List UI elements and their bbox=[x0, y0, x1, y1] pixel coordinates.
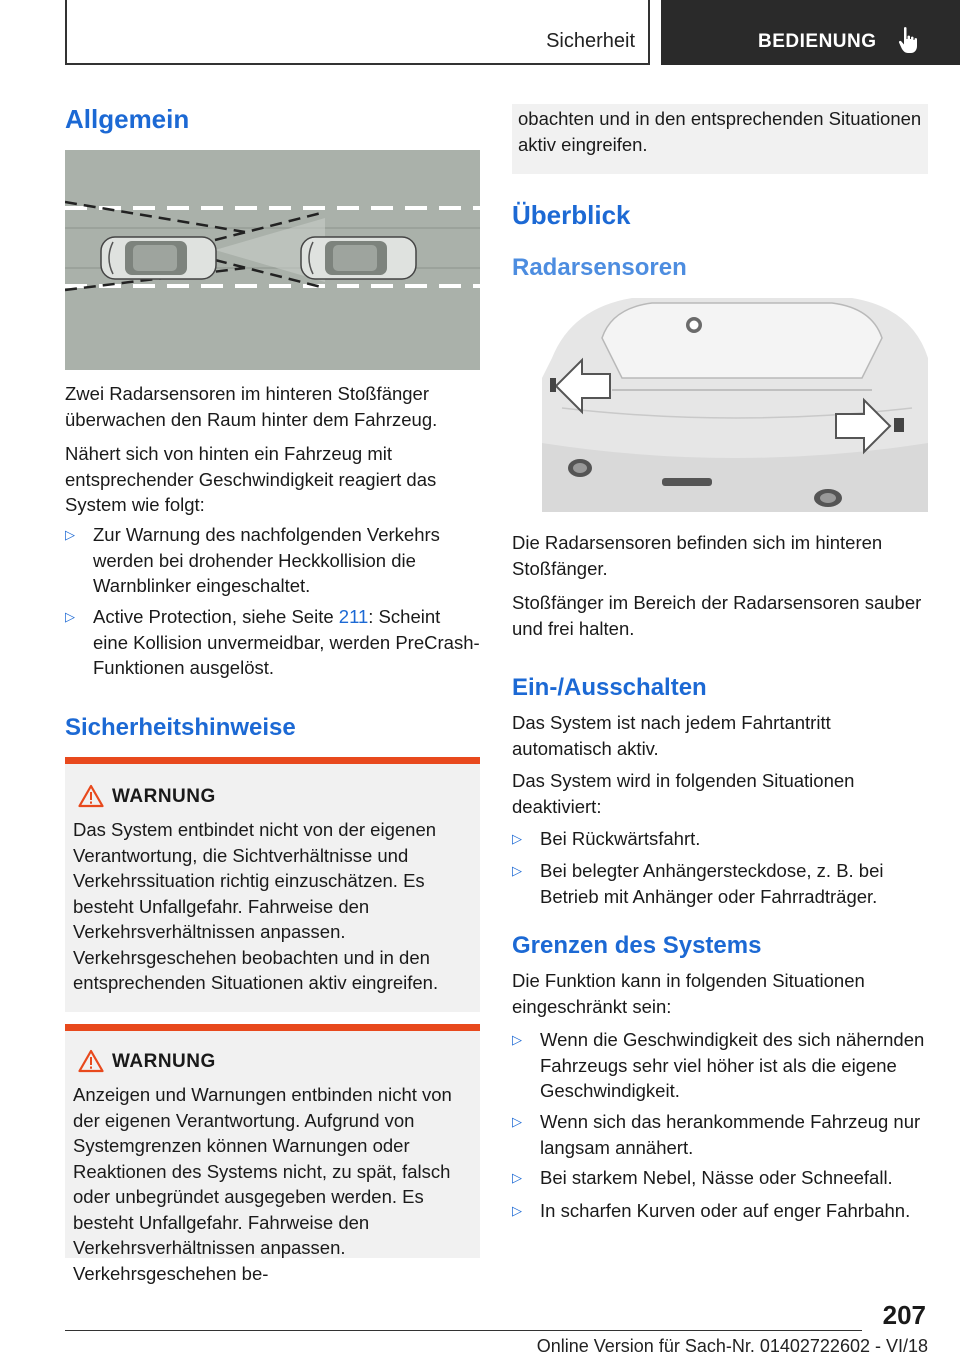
figure-rear-bumper-sensors bbox=[542, 298, 928, 512]
heading-on-off: Ein-/Ausschalten bbox=[512, 674, 707, 701]
page-number: 207 bbox=[882, 1300, 926, 1330]
triangle-right-icon: ▷ bbox=[512, 1114, 522, 1129]
list-item: ▷ Bei belegter Anhängersteckdose, z. B. bei Betrieb mit Anhänger oder Fahrradträger. bbox=[512, 860, 884, 907]
warning-triangle-icon bbox=[78, 784, 104, 808]
header-section-title: Sicherheit bbox=[546, 30, 635, 52]
paragraph-limits: Die Funktion kann in folgenden Situationen eingeschränkt sein: bbox=[512, 970, 865, 1017]
paragraph-radar-clean: Stoßfänger im Bereich der Radarsensoren sauber und frei halten. bbox=[512, 592, 922, 639]
paragraph-on-off-1: Das System ist nach jedem Fahrtantritt automatisch aktiv. bbox=[512, 712, 831, 759]
warning-triangle-icon bbox=[78, 1049, 104, 1073]
footer-divider bbox=[65, 1330, 862, 1331]
warning-text: Das System entbindet nicht von der eigenen Verantwortung, die Sichtverhältnisse und Verkehrssituation richtig einzuschätzen. Es besteht Unfallgefahr. Fahrweise den Verkehrsverhältnissen anpassen. Verkehrsgeschehen beobachten und in den entsprechenden Situationen aktiv eingreifen. bbox=[73, 819, 439, 993]
triangle-right-icon: ▷ bbox=[512, 1203, 522, 1218]
list-item: ▷ Wenn die Geschwindigkeit des sich nähernden Fahrzeugs sehr viel höher ist als die eigene Geschwindigkeit. bbox=[512, 1029, 925, 1101]
warning-bar bbox=[65, 757, 480, 764]
paragraph-approach: Nähert sich von hinten ein Fahrzeug mit entsprechender Geschwindigkeit reagiert das System wie folgt: bbox=[65, 443, 437, 515]
page-link-211[interactable]: 211 bbox=[338, 606, 369, 627]
list-item: ▷ Active Protection, siehe Seite 211: Scheint eine Kollision unvermeidbar, werden PreCrash-Funktionen ausgelöst. bbox=[65, 606, 480, 678]
paragraph-radar-location: Die Radarsensoren befinden sich im hinteren Stoßfänger. bbox=[512, 532, 883, 579]
warning-text: Anzeigen und Warnungen entbinden nicht von der eigenen Verantwortung. Aufgrund von Systemgrenzen können Warnungen oder Reaktionen des Systems nicht, zu spät, falsch oder unbegründet ausgegeben werden. Es besteht Unfallgefahr. Fahrweise den Verkehrsverhältnissen anpassen. Verkehrsgeschehen be- bbox=[73, 1084, 452, 1284]
heading-allgemein: Allgemein bbox=[65, 104, 190, 134]
heading-limits: Grenzen des Systems bbox=[512, 932, 762, 959]
list-item: ▷ Bei starkem Nebel, Nässe oder Schneefall. bbox=[512, 1165, 928, 1191]
figure-road-two-cars bbox=[65, 150, 480, 370]
heading-overview: Überblick bbox=[512, 200, 631, 230]
triangle-right-icon: ▷ bbox=[65, 609, 75, 624]
warning-box-2 bbox=[65, 1024, 480, 1284]
paragraph-on-off-2: Das System wird in folgenden Situationen deaktiviert: bbox=[512, 770, 855, 817]
header-tab-label: BEDIENUNG bbox=[758, 31, 877, 52]
header-tab[interactable] bbox=[661, 0, 960, 65]
list-item: ▷ Wenn sich das herankommende Fahrzeug nur langsam annähert. bbox=[512, 1111, 921, 1158]
pointing-hand-icon bbox=[897, 26, 921, 56]
triangle-right-icon: ▷ bbox=[512, 1170, 522, 1185]
list-item: ▷ Zur Warnung des nachfolgenden Verkehrs werden bei drohender Heckkollision die Warnblinker eingeschaltet. bbox=[65, 524, 440, 596]
footer-version-text: Online Version für Sach-Nr. 01402722602 - VI/18 bbox=[536, 1336, 928, 1356]
list-item: ▷ Bei Rückwärtsfahrt. bbox=[512, 826, 928, 852]
warning-title: WARNUNG bbox=[112, 1051, 216, 1072]
triangle-right-icon: ▷ bbox=[512, 863, 522, 878]
warning-continuation-box bbox=[512, 104, 928, 174]
warning-text-continued: obachten und in den entsprechenden Situationen aktiv eingreifen. bbox=[518, 108, 922, 155]
paragraph-radar-intro: Zwei Radarsensoren im hinteren Stoßfänger überwachen den Raum hinter dem Fahrzeug. bbox=[65, 383, 438, 430]
triangle-right-icon: ▷ bbox=[512, 1032, 522, 1047]
list-item: ▷ In scharfen Kurven oder auf enger Fahrbahn. bbox=[512, 1198, 928, 1224]
warning-box-1 bbox=[65, 757, 480, 1012]
heading-radar-sensors: Radarsensoren bbox=[512, 254, 687, 281]
triangle-right-icon: ▷ bbox=[512, 831, 522, 846]
heading-safety: Sicherheitshinweise bbox=[65, 714, 296, 741]
triangle-right-icon: ▷ bbox=[65, 527, 75, 542]
warning-title: WARNUNG bbox=[112, 786, 216, 807]
warning-bar bbox=[65, 1024, 480, 1031]
